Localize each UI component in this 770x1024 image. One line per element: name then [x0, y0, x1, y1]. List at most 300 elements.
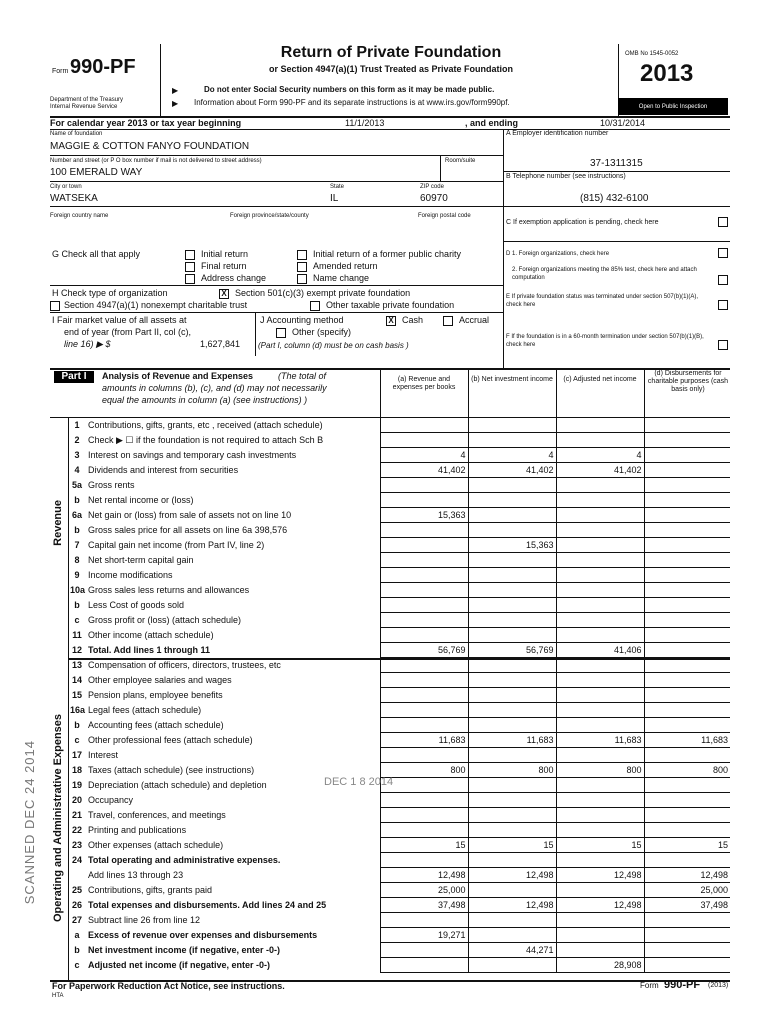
name-label: Name of foundation	[50, 131, 103, 137]
table-row	[68, 688, 730, 703]
amount-col-a[interactable]	[380, 628, 468, 643]
room-label: Room/suite	[445, 158, 476, 164]
footer-form-word: Form	[640, 981, 659, 990]
d2-label: 2. Foreign organizations meeting the 85% test, check here and attach computation	[512, 267, 697, 281]
line-label: Gross profit or (loss) (attach schedule)	[88, 615, 242, 625]
j-label: J Accounting method	[260, 315, 344, 325]
amount-col-c[interactable]	[556, 538, 644, 553]
line-label: Net gain or (loss) from sale of assets not on line 10	[88, 510, 292, 520]
line-label: Net rental income or (loss)	[88, 495, 194, 505]
amount-col-a[interactable]	[380, 613, 468, 628]
tax-year-begin: 11/1/2013	[345, 118, 385, 128]
amount-col-d[interactable]: 15	[644, 838, 730, 853]
ein-label: A Employer identification number	[506, 130, 609, 137]
amount-col-a[interactable]: 12,498	[380, 868, 468, 883]
amount-col-d[interactable]	[644, 928, 730, 943]
amount-col-a[interactable]: 37,498	[380, 898, 468, 913]
amount-col-c[interactable]	[556, 793, 644, 808]
col-d-header: (d) Disbursements for charitable purposes (cash basis only)	[647, 370, 729, 393]
amount-col-d[interactable]	[644, 748, 730, 763]
line-number: 16a	[70, 705, 86, 715]
amount-col-b[interactable]	[468, 928, 556, 943]
country-label: Foreign country name	[50, 213, 109, 219]
h-opt1: Section 501(c)(3) exempt private foundation	[235, 288, 411, 298]
line-number: 26	[71, 900, 82, 910]
line-number: 13	[71, 660, 82, 670]
part1-desc3: equal the amounts in column (a) (see instructions) )	[102, 395, 308, 405]
line-label: Compensation of officers, directors, trustees, etc	[88, 660, 281, 670]
amount-col-c[interactable]	[556, 853, 644, 868]
amount-col-a[interactable]	[380, 673, 468, 688]
table-row	[68, 958, 730, 973]
amount-col-b[interactable]	[468, 613, 556, 628]
table-row	[68, 478, 730, 493]
amount-col-a[interactable]	[380, 703, 468, 718]
g-opt-initial: Initial return	[201, 249, 249, 259]
line-label: Gross rents	[88, 480, 135, 490]
amount-col-b[interactable]: 15	[468, 838, 556, 853]
amount-col-a[interactable]	[380, 823, 468, 838]
amount-col-c[interactable]: 12,498	[556, 868, 644, 883]
amount-col-d[interactable]	[644, 418, 730, 433]
amount-col-b[interactable]	[468, 523, 556, 538]
amount-col-a[interactable]	[380, 913, 468, 928]
amount-col-d[interactable]	[644, 853, 730, 868]
amount-col-a[interactable]	[380, 538, 468, 553]
table-row	[68, 823, 730, 838]
amount-col-a[interactable]	[380, 598, 468, 613]
part1-table	[68, 418, 730, 973]
paperwork-notice: For Paperwork Reduction Act Notice, see instructions.	[52, 981, 285, 991]
amount-col-d[interactable]: 25,000	[644, 883, 730, 898]
amount-col-d[interactable]	[644, 718, 730, 733]
amount-col-a[interactable]	[380, 568, 468, 583]
e-checkbox[interactable]	[718, 300, 728, 310]
line-label: Gross sales less returns and allowances	[88, 585, 250, 595]
c-checkbox[interactable]	[718, 217, 728, 227]
amount-col-c[interactable]: 41,402	[556, 463, 644, 478]
line-number: 11	[72, 630, 82, 640]
amended-return-checkbox[interactable]	[297, 262, 307, 272]
table-row	[68, 628, 730, 643]
g-opt-amended: Amended return	[313, 261, 378, 271]
part1-tag: Part I	[54, 371, 94, 383]
line-label: Total. Add lines 1 through 11	[88, 645, 211, 655]
amount-col-c[interactable]	[556, 613, 644, 628]
line-label: Accounting fees (attach schedule)	[88, 720, 224, 730]
table-row	[68, 898, 730, 913]
amount-col-a[interactable]	[380, 523, 468, 538]
h-opt3: Other taxable private foundation	[326, 300, 455, 310]
amount-col-c[interactable]	[556, 718, 644, 733]
amount-col-c[interactable]	[556, 598, 644, 613]
amount-col-a[interactable]	[380, 778, 468, 793]
amount-col-d[interactable]	[644, 493, 730, 508]
line-label: Pension plans, employee benefits	[88, 690, 223, 700]
amount-col-d[interactable]	[644, 913, 730, 928]
d1-checkbox[interactable]	[718, 248, 728, 258]
amount-col-c[interactable]	[556, 703, 644, 718]
line-label: Interest	[88, 750, 119, 760]
street-address: 100 EMERALD WAY	[50, 167, 143, 178]
amount-col-a[interactable]: 15	[380, 838, 468, 853]
line-number: 4	[74, 465, 80, 475]
table-row	[68, 718, 730, 733]
amount-col-a[interactable]: 56,769	[380, 643, 468, 658]
city-label: City or town	[50, 184, 82, 190]
amount-col-b[interactable]	[468, 433, 556, 448]
amount-col-b[interactable]	[468, 493, 556, 508]
amount-col-b[interactable]	[468, 883, 556, 898]
amount-col-c[interactable]	[556, 478, 644, 493]
amount-col-d[interactable]	[644, 553, 730, 568]
part1-desc1: (The total of	[278, 371, 327, 381]
amount-col-b[interactable]: 800	[468, 763, 556, 778]
amount-col-a[interactable]	[380, 748, 468, 763]
amount-col-c[interactable]	[556, 553, 644, 568]
amount-col-d[interactable]	[644, 508, 730, 523]
d2-checkbox[interactable]	[718, 275, 728, 285]
amount-col-b[interactable]	[468, 703, 556, 718]
f-label: F If the foundation is in a 60-month termination under section 507(b)(1)(B), check here	[506, 334, 704, 348]
amount-col-b[interactable]	[468, 628, 556, 643]
amount-col-a[interactable]: 15,363	[380, 508, 468, 523]
table-row	[68, 448, 730, 463]
amount-col-a[interactable]: 4	[380, 448, 468, 463]
amount-col-a[interactable]	[380, 853, 468, 868]
d1-label: D 1. Foreign organizations, check here	[506, 251, 610, 257]
phone-value: (815) 432-6100	[580, 193, 649, 204]
amount-col-a[interactable]	[380, 553, 468, 568]
name-change-checkbox[interactable]	[297, 274, 307, 284]
amount-col-b[interactable]	[468, 913, 556, 928]
amount-col-c[interactable]: 41,406	[556, 643, 644, 658]
province-label: Foreign province/state/county	[230, 213, 309, 219]
table-row	[68, 838, 730, 853]
initial-return-former-checkbox[interactable]	[297, 250, 307, 260]
amount-col-d[interactable]	[644, 538, 730, 553]
amount-col-b[interactable]	[468, 568, 556, 583]
amount-col-a[interactable]	[380, 688, 468, 703]
ein-value: 37-1311315	[590, 158, 643, 169]
amount-col-c[interactable]	[556, 673, 644, 688]
footer-year: (2013)	[708, 982, 729, 989]
amount-col-a[interactable]	[380, 718, 468, 733]
f-checkbox[interactable]	[718, 340, 728, 350]
other-taxable-checkbox[interactable]	[310, 301, 320, 311]
amount-col-d[interactable]	[644, 958, 730, 973]
line-number: a	[74, 930, 80, 940]
line-number: c	[74, 615, 80, 625]
line-number: 3	[74, 450, 80, 460]
g-opt-final: Final return	[201, 261, 247, 271]
final-return-checkbox[interactable]	[185, 262, 195, 272]
amount-col-c[interactable]	[556, 808, 644, 823]
h-label: H Check type of organization	[52, 288, 168, 298]
amount-col-b[interactable]: 4	[468, 448, 556, 463]
other-method-checkbox[interactable]	[276, 328, 286, 338]
amount-col-d[interactable]	[644, 943, 730, 958]
amount-col-b[interactable]	[468, 958, 556, 973]
amount-col-a[interactable]	[380, 943, 468, 958]
g-opt-name: Name change	[313, 273, 370, 283]
table-row	[68, 913, 730, 928]
amount-col-b[interactable]: 15,363	[468, 538, 556, 553]
zip-label: ZIP code	[420, 184, 444, 190]
amount-col-d[interactable]: 37,498	[644, 898, 730, 913]
amount-col-b[interactable]: 12,498	[468, 898, 556, 913]
h-opt2: Section 4947(a)(1) nonexempt charitable trust	[64, 300, 248, 310]
amount-col-b[interactable]	[468, 418, 556, 433]
amount-col-c[interactable]	[556, 883, 644, 898]
amount-col-b[interactable]: 12,498	[468, 868, 556, 883]
amount-col-c[interactable]	[556, 583, 644, 598]
instruction-ssn: Do not enter Social Security numbers on this form as it may be made public.	[204, 85, 495, 94]
line-number: b	[74, 945, 80, 955]
amount-col-c[interactable]	[556, 628, 644, 643]
c-label: C If exemption application is pending, check here	[506, 219, 659, 226]
amount-col-d[interactable]	[644, 523, 730, 538]
amount-col-b[interactable]	[468, 673, 556, 688]
zip-code: 60970	[420, 193, 448, 204]
amount-col-a[interactable]: 11,683	[380, 733, 468, 748]
amount-col-b[interactable]	[468, 748, 556, 763]
amount-col-c[interactable]	[556, 568, 644, 583]
line-label: Total operating and administrative expenses.	[88, 855, 281, 865]
amount-col-d[interactable]	[644, 643, 730, 658]
expenses-side-label: Operating and Administrative Expenses	[52, 713, 64, 922]
i-line2: end of year (from Part II, col (c),	[64, 327, 192, 337]
amount-col-a[interactable]	[380, 583, 468, 598]
city: WATSEKA	[50, 193, 98, 204]
amount-col-b[interactable]	[468, 553, 556, 568]
amount-col-d[interactable]	[644, 688, 730, 703]
amount-col-a[interactable]: 41,402	[380, 463, 468, 478]
amount-col-d[interactable]	[644, 568, 730, 583]
and-ending-label: , and ending	[465, 118, 518, 128]
amount-col-b[interactable]	[468, 778, 556, 793]
table-row	[68, 928, 730, 943]
amount-col-d[interactable]	[644, 478, 730, 493]
line-label: Depreciation (attach schedule) and depletion	[88, 780, 267, 790]
amount-col-c[interactable]: 12,498	[556, 898, 644, 913]
table-row	[68, 943, 730, 958]
line-number: 19	[71, 780, 82, 790]
amount-col-c[interactable]	[556, 748, 644, 763]
table-row	[68, 583, 730, 598]
amount-col-c[interactable]	[556, 418, 644, 433]
amount-col-d[interactable]: 800	[644, 763, 730, 778]
scanned-stamp: SCANNED DEC 24 2014	[22, 740, 37, 905]
amount-col-c[interactable]	[556, 688, 644, 703]
line-number: 25	[71, 885, 82, 895]
calendar-label: For calendar year 2013 or tax year beginning	[50, 118, 242, 128]
amount-col-b[interactable]	[468, 793, 556, 808]
amount-col-c[interactable]	[556, 823, 644, 838]
line-number: 10a	[70, 585, 86, 595]
tax-year: 2013	[640, 60, 694, 87]
table-row	[68, 733, 730, 748]
amount-col-d[interactable]	[644, 778, 730, 793]
accrual-checkbox[interactable]	[443, 316, 453, 326]
amount-col-c[interactable]	[556, 928, 644, 943]
line-label: Add lines 13 through 23	[88, 870, 184, 880]
amount-col-d[interactable]	[644, 673, 730, 688]
table-row	[68, 553, 730, 568]
amount-col-d[interactable]: 12,498	[644, 868, 730, 883]
table-row	[68, 598, 730, 613]
amount-col-d[interactable]	[644, 628, 730, 643]
amount-col-c[interactable]	[556, 778, 644, 793]
line-number: 8	[74, 555, 80, 565]
amount-col-c[interactable]	[556, 493, 644, 508]
amount-col-c[interactable]	[556, 913, 644, 928]
amount-col-c[interactable]	[556, 523, 644, 538]
line-number: 23	[71, 840, 82, 850]
line-label: Interest on savings and temporary cash investments	[88, 450, 297, 460]
other-method-label: Other (specify)	[292, 327, 352, 337]
amount-col-d[interactable]	[644, 598, 730, 613]
amount-col-b[interactable]: 44,271	[468, 943, 556, 958]
amount-col-b[interactable]	[468, 598, 556, 613]
line-label: Adjusted net income (if negative, enter -0-)	[88, 960, 271, 970]
line-label: Subtract line 26 from line 12	[88, 915, 201, 925]
line-number: b	[74, 720, 80, 730]
amount-col-b[interactable]	[468, 583, 556, 598]
amount-col-a[interactable]: 25,000	[380, 883, 468, 898]
amount-col-a[interactable]	[380, 493, 468, 508]
amount-col-d[interactable]	[644, 793, 730, 808]
line-label: Net short-term capital gain	[88, 555, 194, 565]
state-label: State	[330, 184, 345, 190]
table-row	[68, 523, 730, 538]
line-number: 20	[71, 795, 82, 805]
line-label: Other expenses (attach schedule)	[88, 840, 224, 850]
amount-col-d[interactable]	[644, 583, 730, 598]
line-label: Contributions, gifts, grants paid	[88, 885, 213, 895]
revenue-side-label: Revenue	[52, 500, 64, 546]
amount-col-c[interactable]	[556, 508, 644, 523]
foundation-name: MAGGIE & COTTON FANYO FOUNDATION	[50, 141, 250, 152]
amount-col-b[interactable]: 41,402	[468, 463, 556, 478]
line-number: 15	[71, 690, 82, 700]
4947-checkbox[interactable]	[50, 301, 60, 311]
amount-col-c[interactable]	[556, 433, 644, 448]
form-title: Return of Private Foundation	[280, 44, 502, 61]
amount-col-c[interactable]	[556, 943, 644, 958]
amount-col-a[interactable]	[380, 958, 468, 973]
line-number: 21	[71, 810, 82, 820]
line-number: 12	[71, 645, 82, 655]
amount-col-d[interactable]	[644, 808, 730, 823]
line-label: Other professional fees (attach schedule)	[88, 735, 253, 745]
amount-col-a[interactable]	[380, 808, 468, 823]
cash-checkbox[interactable]: X	[386, 316, 396, 326]
amount-col-c[interactable]: 4	[556, 448, 644, 463]
table-row	[68, 493, 730, 508]
line-number: b	[74, 495, 80, 505]
hta-label: HTA	[52, 993, 64, 999]
line-label: Other employee salaries and wages	[88, 675, 232, 685]
amount-col-a[interactable]	[380, 433, 468, 448]
amount-col-d[interactable]: 11,683	[644, 733, 730, 748]
col-c-header: (c) Adjusted net income	[563, 376, 637, 383]
col-b-header: (b) Net investment income	[471, 376, 553, 383]
line-label: Travel, conferences, and meetings	[88, 810, 226, 820]
amount-col-b[interactable]	[468, 508, 556, 523]
501c3-checkbox[interactable]: X	[219, 289, 229, 299]
amount-col-c[interactable]: 800	[556, 763, 644, 778]
table-row	[68, 763, 730, 778]
line-label: Contributions, gifts, grants, etc , received (attach schedule)	[88, 420, 323, 431]
line-number: b	[74, 600, 80, 610]
amount-col-a[interactable]	[380, 793, 468, 808]
amount-col-b[interactable]	[468, 853, 556, 868]
table-row	[68, 643, 730, 658]
table-row	[68, 463, 730, 478]
footer-form-number: 990-PF	[664, 979, 701, 991]
postal-label: Foreign postal code	[418, 213, 471, 219]
line-label: Capital gain net income (from Part IV, line 2)	[88, 540, 265, 550]
address-change-checkbox[interactable]	[185, 274, 195, 284]
amount-col-d[interactable]	[644, 823, 730, 838]
amount-col-a[interactable]: 800	[380, 763, 468, 778]
tax-year-end: 10/31/2014	[600, 118, 646, 128]
amount-col-b[interactable]	[468, 688, 556, 703]
amount-col-b[interactable]	[468, 823, 556, 838]
line-label: Excess of revenue over expenses and disbursements	[88, 930, 318, 940]
amount-col-d[interactable]	[644, 703, 730, 718]
line-number: 5a	[71, 480, 82, 490]
table-row	[68, 748, 730, 763]
part1-title: Analysis of Revenue and Expenses	[102, 371, 254, 381]
omb-number: OMB No 1545-0052	[625, 51, 679, 57]
i-line3: line 16) ▶ $	[64, 339, 111, 349]
amount-col-d[interactable]	[644, 448, 730, 463]
amount-col-d[interactable]	[644, 613, 730, 628]
amount-col-b[interactable]	[468, 478, 556, 493]
table-row	[68, 703, 730, 718]
table-row	[68, 418, 730, 433]
amount-col-b[interactable]: 11,683	[468, 733, 556, 748]
amount-col-c[interactable]: 11,683	[556, 733, 644, 748]
table-row	[68, 883, 730, 898]
accrual-label: Accrual	[459, 315, 490, 325]
amount-col-b[interactable]	[468, 718, 556, 733]
part1-desc2: amounts in columns (b), (c), and (d) may not necessarily	[102, 383, 327, 393]
amount-col-b[interactable]	[468, 808, 556, 823]
table-row	[68, 673, 730, 688]
e-label: E If private foundation status was terminated under section 507(b)(1)(A), check here	[506, 294, 699, 308]
cash-label: Cash	[402, 315, 424, 325]
amount-col-b[interactable]: 56,769	[468, 643, 556, 658]
amount-col-d[interactable]	[644, 463, 730, 478]
table-row	[68, 778, 730, 793]
amount-col-a[interactable]	[380, 418, 468, 433]
line-label: Taxes (attach schedule) (see instructions)	[88, 765, 255, 775]
amount-col-d[interactable]	[644, 433, 730, 448]
amount-col-c[interactable]: 28,908	[556, 958, 644, 973]
line-number: c	[74, 960, 80, 970]
amount-col-a[interactable]	[380, 478, 468, 493]
amount-col-c[interactable]: 15	[556, 838, 644, 853]
line-number: 22	[71, 825, 82, 835]
i-line1: I Fair market value of all assets at	[52, 315, 187, 325]
fmv-value: 1,627,841	[200, 339, 241, 349]
form-word: Form	[52, 68, 69, 75]
initial-return-checkbox[interactable]	[185, 250, 195, 260]
amount-col-a[interactable]: 19,271	[380, 928, 468, 943]
